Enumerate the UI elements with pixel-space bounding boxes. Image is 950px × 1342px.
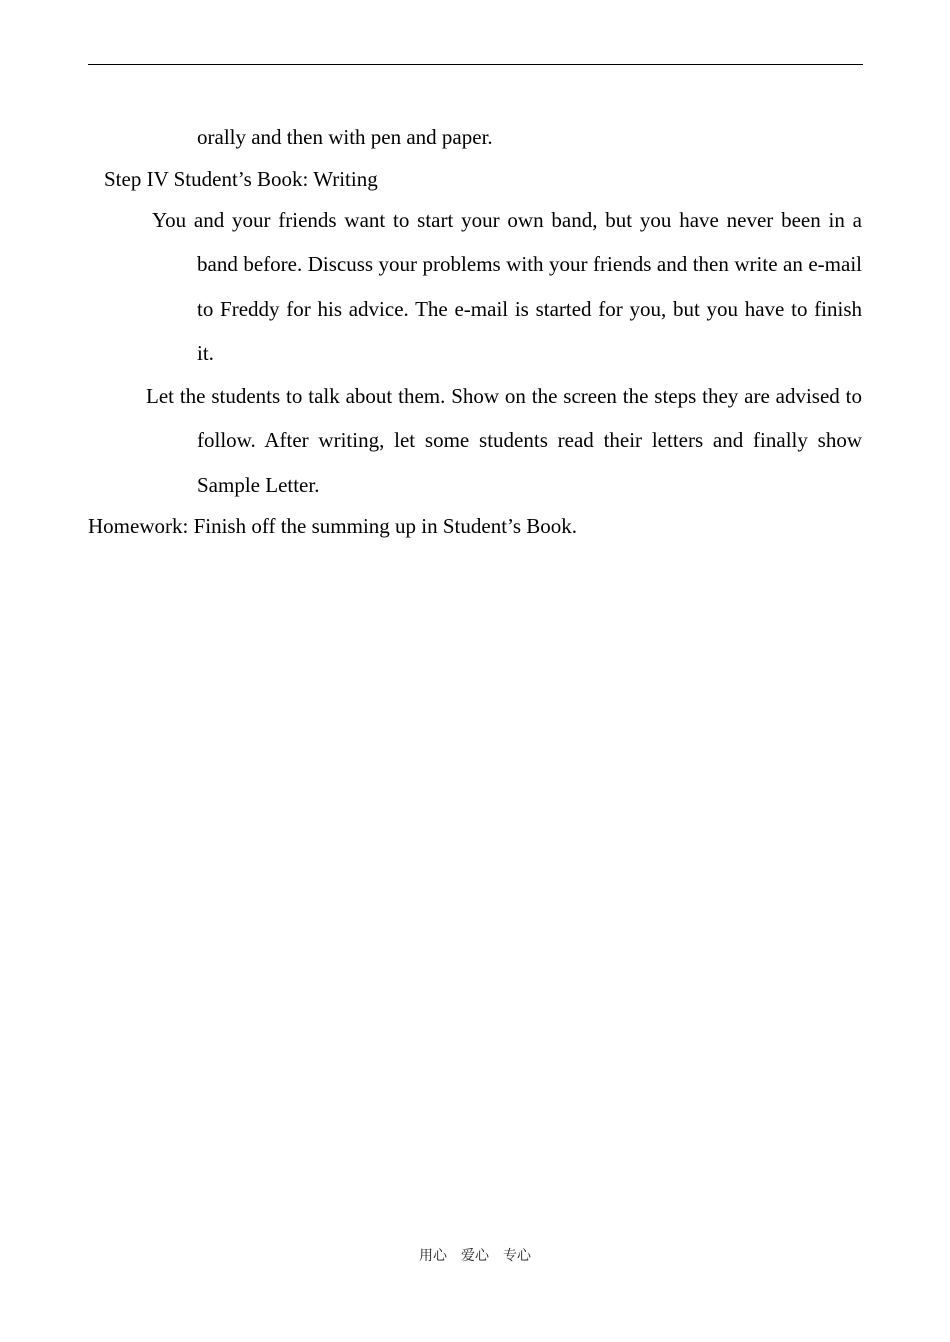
header-rule [88,64,863,65]
page-footer: 用心 爱心 专心 [419,1248,531,1264]
homework-line: Homework: Finish off the summing up in Student’s Book. [88,514,578,538]
writing-task-paragraph: You and your friends want to start your own band, but you have never been in a band before. Discuss your problems with your friends and then write an e-mail to Freddy for his advice. The e-mail is started for you, but you have to finish it. [152,208,862,365]
continuation-line: orally and then with pen and paper. [197,125,493,149]
teacher-instruction-paragraph: Let the students to talk about them. Show on the screen the steps they are advised to follow. After writing, let some students read their letters and finally show Sample Letter. [146,384,862,497]
step-heading: Step IV Student’s Book: Writing [104,167,378,191]
